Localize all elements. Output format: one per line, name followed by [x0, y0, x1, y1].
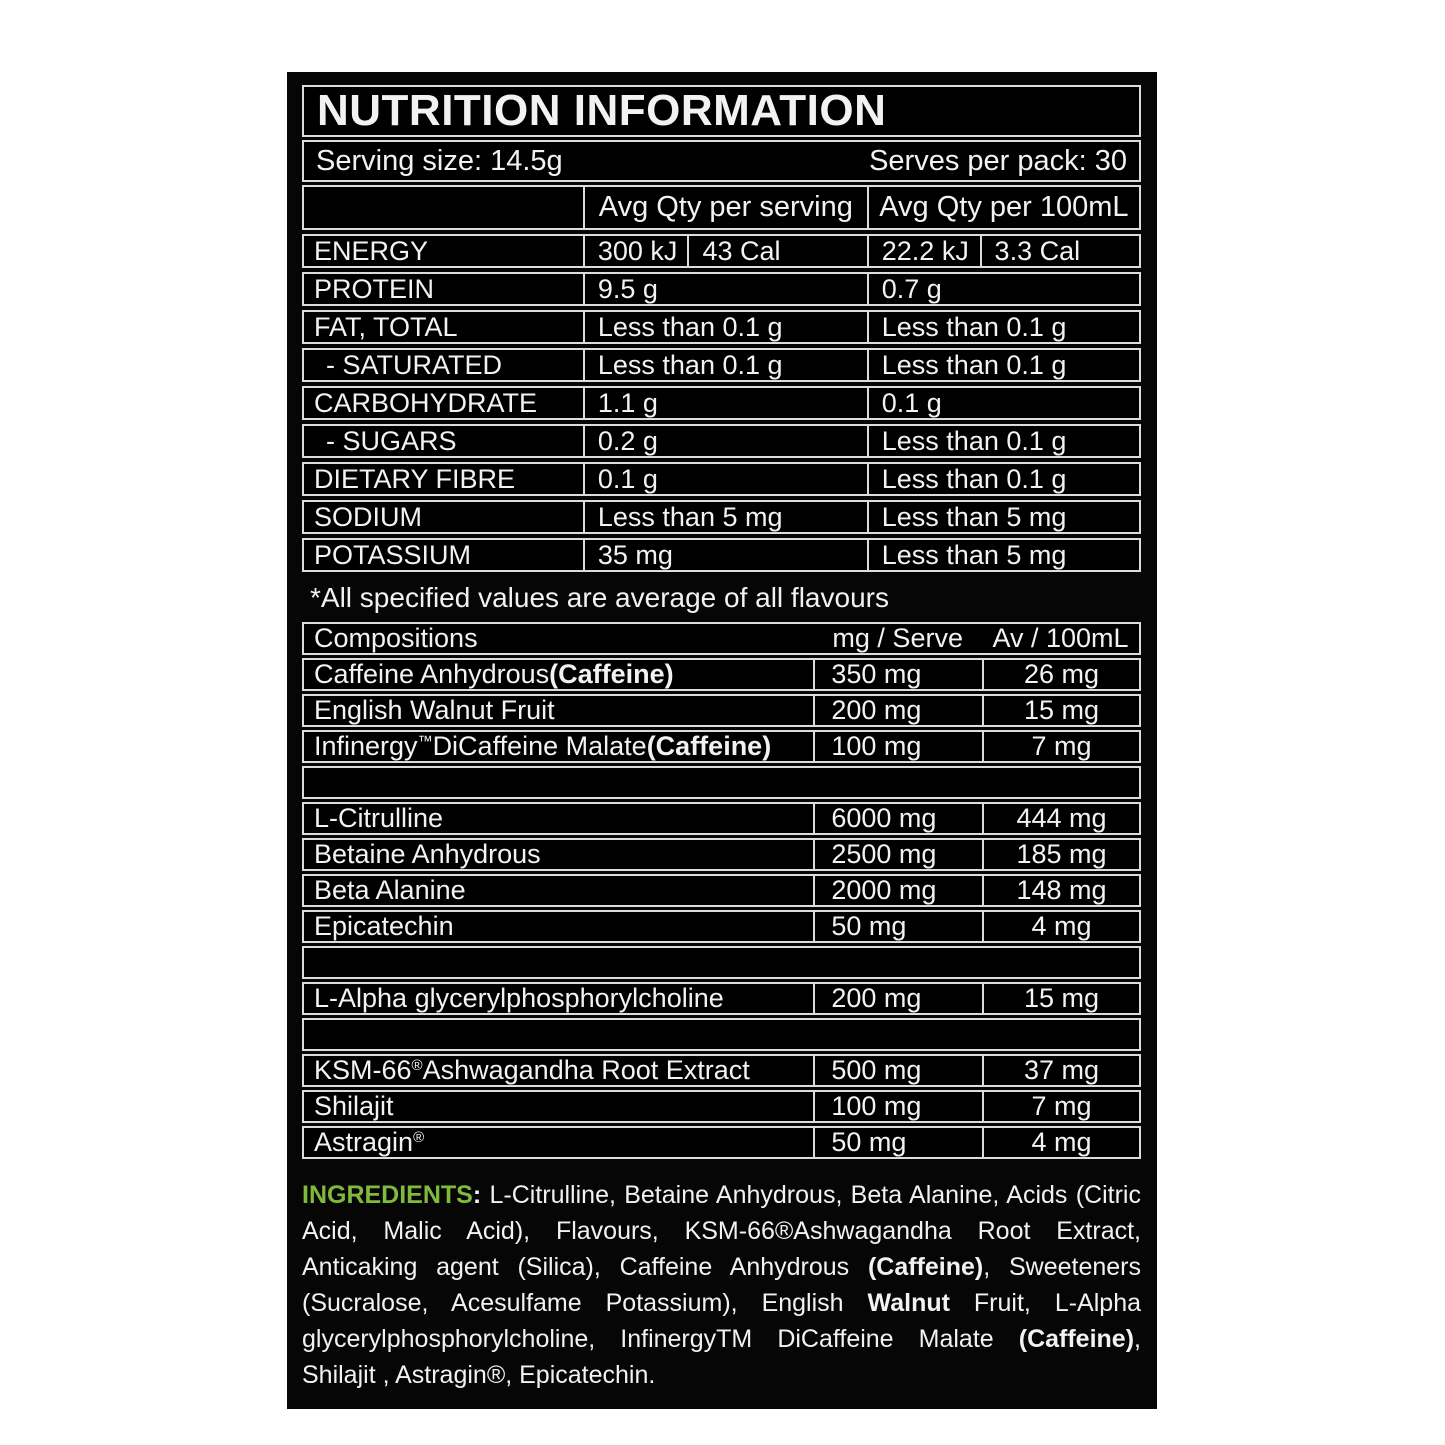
composition-row-epicatechin	[302, 910, 1141, 943]
row-100ml-value: Less than 5 mg	[867, 502, 1139, 532]
composition-serve-value: 350 mg	[813, 660, 982, 689]
name-text: Astragin	[314, 1127, 414, 1157]
name-text: Beta Alanine	[314, 875, 466, 905]
serving-size-text: Serving size: 14.5g	[316, 144, 563, 177]
row-100ml-value: Less than 0.1 g	[867, 464, 1139, 494]
composition-name	[304, 912, 813, 941]
compositions-header-row	[302, 622, 1141, 655]
serves-per-pack-text: Serves per pack: 30	[869, 144, 1127, 177]
row-100ml-value: Less than 0.1 g	[867, 426, 1139, 456]
group-spacer	[302, 766, 1141, 799]
ingredients-text: Fruit, L-Alpha glycerylphosphorylcholine, InfinergyTM DiCaffeine Malate	[302, 1289, 1141, 1353]
composition-name	[304, 1128, 813, 1157]
composition-name	[304, 1056, 813, 1085]
row-100ml-value: 0.1 g	[867, 388, 1139, 418]
ingredients-text: L-Citrulline, Betaine Anhydrous, Beta Alanine, Acids (Citric Acid, Malic Acid), Flavours, KSM-66®Ashwagandha Root Extract, Anticaking agent (Silica), Caffeine Anhydrous	[302, 1181, 1141, 1281]
name-text: Epicatechin	[314, 911, 454, 941]
composition-row-caffeine-anhydrous	[302, 658, 1141, 691]
compositions-header-100ml: Av / 100mL	[992, 623, 1129, 653]
nutrition-information-title: NUTRITION INFORMATION	[317, 86, 887, 135]
composition-name	[304, 660, 813, 689]
composition-row-l-citrulline	[302, 802, 1141, 835]
composition-serve-value: 50 mg	[813, 1128, 982, 1157]
composition-serve-value: 50 mg	[813, 912, 982, 941]
compositions-header-name: Compositions	[314, 623, 478, 653]
row-serve-value: 9.5 g	[583, 274, 867, 304]
row-label: - SUGARS	[326, 425, 457, 456]
row-serve-value: 0.2 g	[583, 426, 867, 456]
composition-row-l-alpha-gpc	[302, 982, 1141, 1015]
ingredients-heading: INGREDIENTS	[302, 1181, 473, 1209]
header-per-serving: Avg Qty per serving	[583, 187, 867, 228]
flavours-note: *All specified values are average of all flavours	[310, 582, 889, 613]
table-row-dietary-fibre	[302, 462, 1141, 496]
registered-symbol: ®	[411, 1057, 423, 1074]
row-serve-value: 1.1 g	[583, 388, 867, 418]
row-label: SODIUM	[314, 501, 422, 532]
composition-100ml-value: 7 mg	[982, 1092, 1139, 1121]
composition-name	[304, 732, 813, 761]
table-row-sodium	[302, 500, 1141, 534]
energy-per-100ml	[867, 236, 1139, 266]
energy-label: ENERGY	[314, 235, 429, 266]
composition-serve-value: 500 mg	[813, 1056, 982, 1085]
composition-100ml-value: 7 mg	[982, 732, 1139, 761]
ingredients-bold: (Caffeine)	[867, 1253, 984, 1281]
energy-serve-cal: 43 Cal	[687, 236, 866, 266]
group-spacer	[302, 1018, 1141, 1051]
row-100ml-value: 0.7 g	[867, 274, 1139, 304]
row-label: CARBOHYDRATE	[314, 387, 538, 418]
composition-100ml-value: 37 mg	[982, 1056, 1139, 1085]
composition-100ml-value: 444 mg	[982, 804, 1139, 833]
row-serve-value: Less than 0.1 g	[583, 312, 867, 342]
name-bold: (Caffeine)	[549, 659, 674, 689]
composition-100ml-value: 15 mg	[982, 984, 1139, 1013]
ingredients-paragraph	[302, 1177, 1141, 1393]
composition-name	[304, 840, 813, 869]
header-per-100ml: Avg Qty per 100mL	[867, 187, 1139, 228]
composition-row-beta-alanine	[302, 874, 1141, 907]
energy-serve-kj: 300 kJ	[597, 235, 678, 266]
name-text: L-Alpha glycerylphosphorylcholine	[314, 983, 724, 1013]
table-row-protein	[302, 272, 1141, 306]
composition-name	[304, 804, 813, 833]
ingredients-text: , Shilajit , Astragin®, Epicatechin.	[302, 1325, 1141, 1389]
name-text: English Walnut Fruit	[314, 695, 555, 725]
composition-name	[304, 984, 813, 1013]
nutrition-table-header-row	[302, 185, 1141, 230]
composition-100ml-value: 15 mg	[982, 696, 1139, 725]
ingredients-bold: Walnut	[867, 1289, 950, 1317]
composition-name	[304, 696, 813, 725]
composition-serve-value: 100 mg	[813, 1092, 982, 1121]
energy-100-kj: 22.2 kJ	[881, 235, 969, 266]
row-label: PROTEIN	[314, 273, 435, 304]
row-100ml-value: Less than 0.1 g	[867, 350, 1139, 380]
table-row-sugars	[302, 424, 1141, 458]
composition-row-ksm66-ashwagandha	[302, 1054, 1141, 1087]
table-row-potassium	[302, 538, 1141, 572]
composition-100ml-value: 26 mg	[982, 660, 1139, 689]
composition-serve-value: 6000 mg	[813, 804, 982, 833]
composition-name	[304, 876, 813, 905]
serving-info-row	[302, 140, 1141, 182]
table-row-carbohydrate	[302, 386, 1141, 420]
composition-serve-value: 2500 mg	[813, 840, 982, 869]
composition-serve-value: 200 mg	[813, 696, 982, 725]
composition-name	[304, 1092, 813, 1121]
name-text: Infinergy	[314, 731, 418, 761]
row-serve-value: 0.1 g	[583, 464, 867, 494]
composition-100ml-value: 148 mg	[982, 876, 1139, 905]
row-label: FAT, TOTAL	[314, 311, 458, 342]
name-text: Betaine Anhydrous	[314, 839, 541, 869]
composition-row-shilajit	[302, 1090, 1141, 1123]
composition-row-english-walnut	[302, 694, 1141, 727]
composition-row-astragin	[302, 1126, 1141, 1159]
name-text: Ashwagandha Root Extract	[422, 1055, 750, 1085]
row-100ml-value: Less than 0.1 g	[867, 312, 1139, 342]
energy-per-serving	[583, 236, 867, 266]
group-spacer	[302, 946, 1141, 979]
ingredients-text: , Sweeteners (Sucralose, Acesulfame Potassium), English	[302, 1253, 1141, 1317]
name-bold: (Caffeine)	[646, 731, 772, 761]
name-text: KSM-66	[314, 1055, 412, 1085]
row-serve-value: 35 mg	[583, 540, 867, 570]
composition-100ml-value: 4 mg	[982, 1128, 1139, 1157]
row-label: - SATURATED	[326, 349, 503, 380]
row-label: POTASSIUM	[314, 539, 472, 570]
ingredients-colon: :	[472, 1181, 490, 1209]
nutrition-information-title-box	[302, 85, 1141, 137]
name-text: L-Citrulline	[314, 803, 444, 833]
name-text: Shilajit	[314, 1091, 394, 1121]
table-row-energy	[302, 234, 1141, 268]
composition-serve-value: 2000 mg	[813, 876, 982, 905]
composition-100ml-value: 4 mg	[982, 912, 1139, 941]
composition-serve-value: 100 mg	[813, 732, 982, 761]
registered-symbol: ®	[413, 1129, 425, 1146]
composition-100ml-value: 185 mg	[982, 840, 1139, 869]
nutrition-label	[287, 72, 1157, 1409]
name-text: Caffeine Anhydrous	[314, 659, 550, 689]
row-serve-value: Less than 5 mg	[583, 502, 867, 532]
composition-row-infinergy	[302, 730, 1141, 763]
energy-100-cal: 3.3 Cal	[980, 236, 1139, 266]
row-serve-value: Less than 0.1 g	[583, 350, 867, 380]
ingredients-bold: (Caffeine)	[1018, 1325, 1135, 1353]
table-row-fat-total	[302, 310, 1141, 344]
composition-serve-value: 200 mg	[813, 984, 982, 1013]
header-empty-cell	[304, 187, 583, 228]
trademark-symbol: ™	[417, 733, 433, 750]
table-row-saturated	[302, 348, 1141, 382]
row-100ml-value: Less than 5 mg	[867, 540, 1139, 570]
row-label: DIETARY FIBRE	[314, 463, 516, 494]
compositions-header-serve: mg / Serve	[832, 623, 963, 653]
composition-row-betaine-anhydrous	[302, 838, 1141, 871]
name-text: DiCaffeine Malate	[432, 731, 647, 761]
